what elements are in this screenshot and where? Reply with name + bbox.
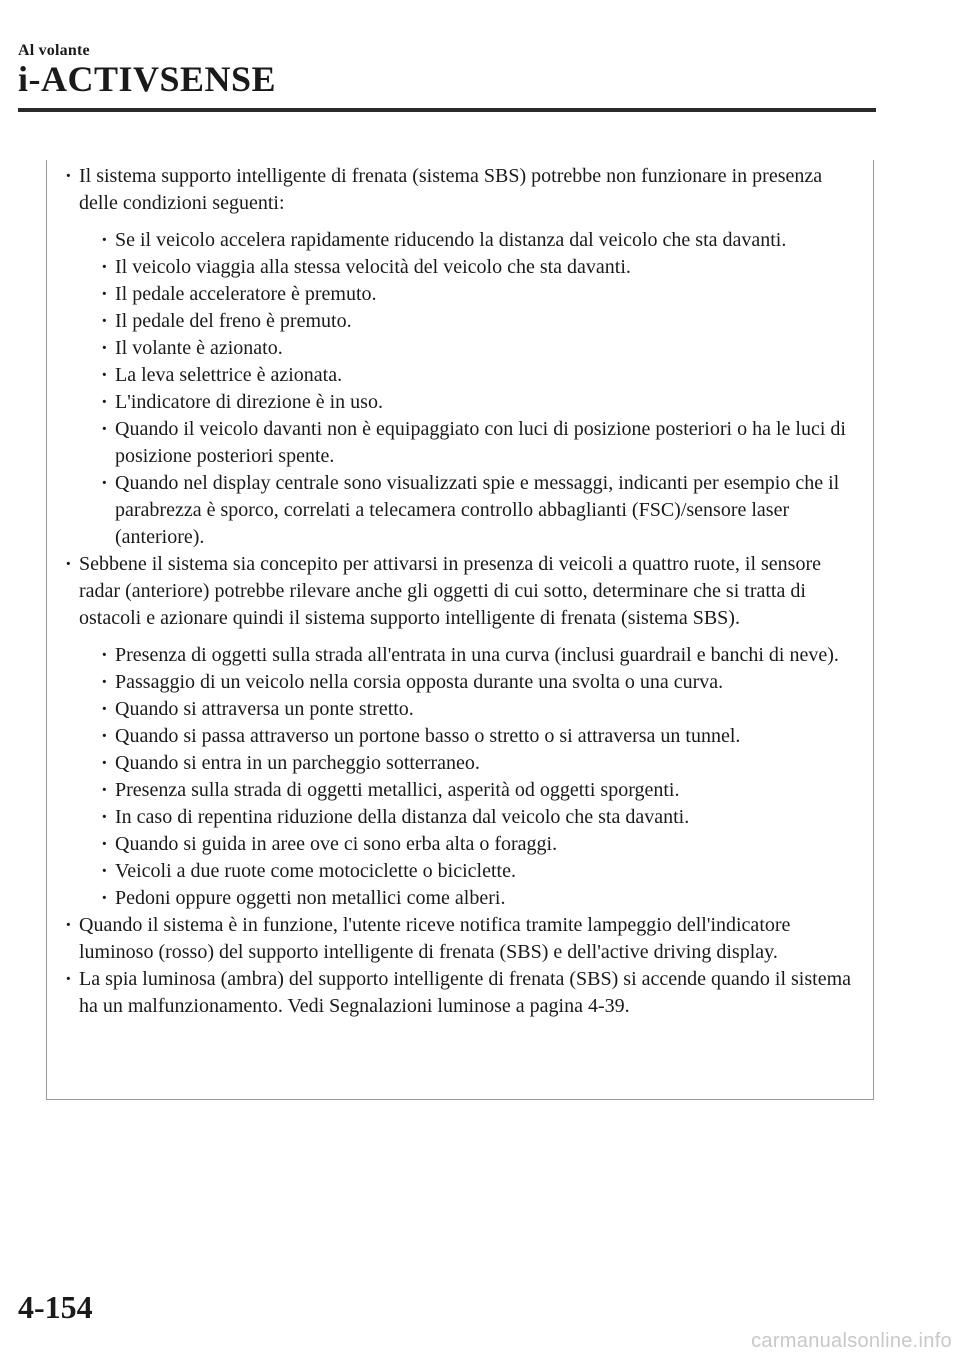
- list-item: [63, 163, 859, 551]
- list-item: [63, 912, 859, 966]
- sub-list-item: · Quando si passa attraverso un portone basso o stretto o si attraversa un tunnel.: [99, 723, 859, 750]
- sub-list-item: · Veicoli a due ruote come motociclette o biciclette.: [99, 858, 859, 885]
- sub-list-item: · Quando si guida in aree ove ci sono erba alta o foraggi.: [99, 831, 859, 858]
- page-number: 4-154: [18, 1289, 93, 1325]
- sub-list-item: · Il pedale acceleratore è premuto.: [99, 281, 859, 308]
- watermark: carmanualsonline.info: [751, 1330, 952, 1352]
- sub-list-item: · Passaggio di un veicolo nella corsia opposta durante una svolta o una curva.: [99, 669, 859, 696]
- list-item-text: La spia luminosa (ambra) del supporto intelligente di frenata (SBS) si accende quando il sistema ha un malfunzionamento. Vedi Segnalazioni luminose a pagina 4-39.: [79, 968, 852, 1017]
- sub-list-item: · Quando si entra in un parcheggio sotterraneo.: [99, 750, 859, 777]
- section-label: Al volante: [18, 42, 90, 59]
- list-item-text: Quando il sistema è in funzione, l'utente riceve notifica tramite lampeggio dell'indicatore luminoso (rosso) del supporto intelligente di frenata (SBS) e dell'active driving display.: [79, 914, 791, 963]
- bullet-list: [63, 163, 859, 1020]
- sub-list-item: · Quando si attraversa un ponte stretto.: [99, 696, 859, 723]
- sub-list-item: · Il veicolo viaggia alla stessa velocità del veicolo che sta davanti.: [99, 254, 859, 281]
- sub-list-item: · Il volante è azionato.: [99, 335, 859, 362]
- sub-bullet-list: [99, 642, 859, 912]
- list-item: [63, 551, 859, 912]
- notice-box: [46, 160, 874, 1100]
- sub-list-item: · Se il veicolo accelera rapidamente riducendo la distanza dal veicolo che sta davanti.: [99, 227, 859, 254]
- sub-list-item: · Quando nel display centrale sono visualizzati spie e messaggi, indicanti per esempio che il parabrezza è sporco, correlati a telecamera controllo abbaglianti (FSC)/sensore laser (anteriore).: [99, 470, 859, 551]
- sub-list-item: · L'indicatore di direzione è in uso.: [99, 389, 859, 416]
- sub-list-item: · In caso di repentina riduzione della distanza dal veicolo che sta davanti.: [99, 804, 859, 831]
- sub-bullet-list: [99, 227, 859, 551]
- sub-list-item: · Presenza sulla strada di oggetti metallici, asperità od oggetti sporgenti.: [99, 777, 859, 804]
- title-divider: [18, 108, 876, 112]
- sub-list-item: · La leva selettrice è azionata.: [99, 362, 859, 389]
- page-title: i-ACTIVSENSE: [18, 59, 277, 99]
- list-item: [63, 966, 859, 1020]
- sub-list-item: · Presenza di oggetti sulla strada all'entrata in una curva (inclusi guardrail e banchi di neve).: [99, 642, 859, 669]
- sub-list-item: · Il pedale del freno è premuto.: [99, 308, 859, 335]
- list-item-text: Il sistema supporto intelligente di frenata (sistema SBS) potrebbe non funzionare in presenza delle condizioni seguenti:: [79, 165, 823, 214]
- sub-list-item: · Quando il veicolo davanti non è equipaggiato con luci di posizione posteriori o ha le luci di posizione posteriori spente.: [99, 416, 859, 470]
- list-item-text: Sebbene il sistema sia concepito per attivarsi in presenza di veicoli a quattro ruote, il sensore radar (anteriore) potrebbe rilevare anche gli oggetti di cui sotto, determinare che si tratta di ostacoli e azionare quindi il sistema supporto intelligente di frenata (sistema SBS).: [79, 553, 821, 629]
- sub-list-item: · Pedoni oppure oggetti non metallici come alberi.: [99, 885, 859, 912]
